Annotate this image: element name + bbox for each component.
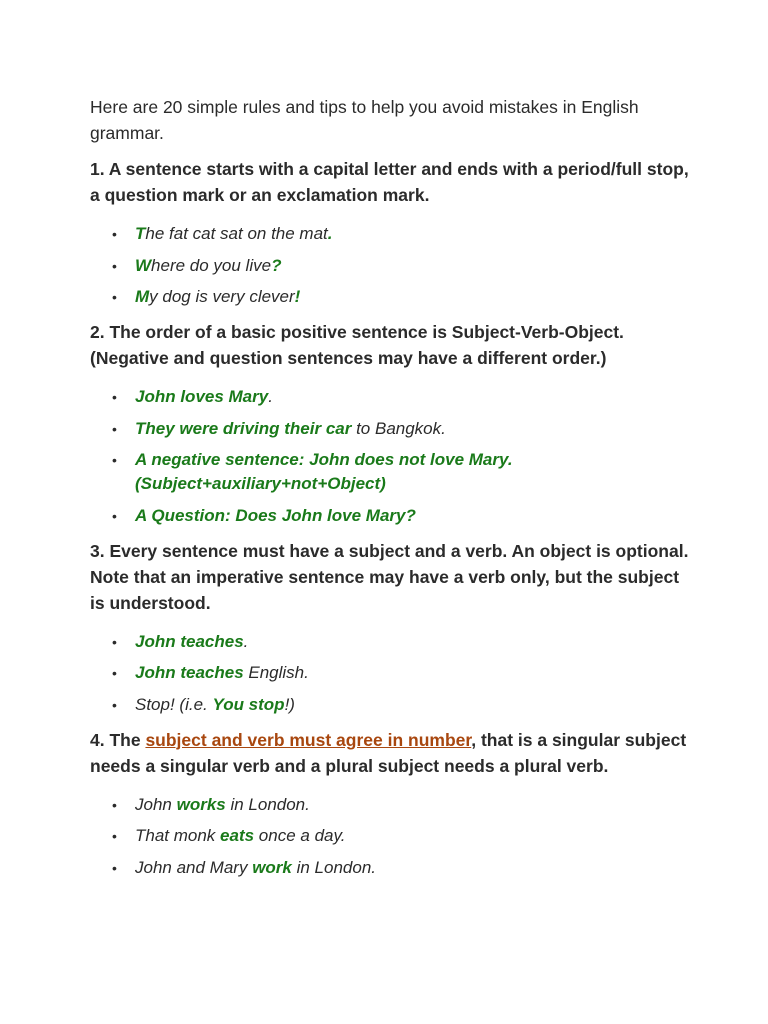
example-highlight: A negative sentence: John does not love Mary. [135, 450, 513, 469]
example-text: y dog is very clever [149, 287, 295, 306]
rule-2-examples [90, 385, 690, 528]
example-text: !) [284, 694, 295, 714]
example-highlight: (Subject+auxiliary+not+Object) [135, 474, 386, 493]
example-text: . [243, 631, 249, 651]
example-text: once a day. [254, 826, 346, 845]
end-punctuation: ? [271, 255, 282, 275]
rule-4-heading [90, 727, 690, 779]
example-text: . [268, 387, 273, 406]
example-highlight: John loves Mary [135, 387, 269, 406]
rule-4-prefix: 4. The [90, 729, 146, 750]
example-text: in London. [225, 794, 310, 814]
example-text: John and Mary [135, 857, 253, 877]
list-item [90, 693, 690, 717]
list-item [90, 793, 690, 817]
list-item [90, 448, 690, 496]
list-item [90, 385, 690, 409]
rule-1-heading: 1. A sentence starts with a capital letter and ends with a period/full stop, a question mark or an exclamation mark. [90, 159, 689, 205]
rule-3-heading: 3. Every sentence must have a subject and a verb. An object is optional. Note that an imperative sentence may have a verb only, but the subject is understood. [90, 540, 689, 613]
example-highlight: John teaches [135, 663, 244, 682]
example-text: Stop! (i.e. [135, 694, 213, 714]
agreement-link[interactable]: subject and verb must agree in number [145, 729, 472, 750]
example-text: John [135, 794, 177, 814]
end-punctuation: ! [294, 287, 301, 306]
example-text: English. [243, 663, 309, 682]
intro-paragraph: Here are 20 simple rules and tips to help you avoid mistakes in English grammar. [90, 97, 639, 143]
end-punctuation: . [327, 224, 333, 243]
example-text: he fat cat sat on the mat [145, 224, 328, 243]
list-item [90, 661, 690, 685]
list-item [90, 630, 690, 654]
rule-4-examples [90, 793, 690, 880]
example-highlight: work [252, 857, 292, 877]
list-item [90, 285, 690, 309]
example-text: That monk [135, 826, 221, 845]
list-item [90, 222, 690, 246]
rule-2-heading: 2. The order of a basic positive sentence is Subject-Verb-Object. (Negative and question sentences may have a different order.) [90, 322, 624, 368]
capital-letter: T [135, 224, 146, 243]
example-text: to Bangkok. [351, 418, 446, 438]
example-highlight: They were driving their car [135, 418, 352, 438]
example-highlight: John teaches [135, 631, 244, 651]
rule-1-examples [90, 222, 690, 309]
example-highlight: A Question: Does John love Mary? [135, 505, 416, 525]
rule-4-suffix: , that is a singular subject needs a singular verb and a plural subject needs a plural verb. [90, 729, 687, 776]
example-text: here do you live [151, 255, 272, 275]
list-item [90, 417, 690, 441]
list-item [90, 504, 690, 528]
example-highlight: You stop [212, 694, 285, 714]
list-item [90, 254, 690, 278]
rule-3-examples [90, 630, 690, 717]
example-text: in London. [291, 857, 377, 877]
capital-letter: M [135, 287, 150, 306]
example-highlight: works [176, 794, 226, 814]
list-item [90, 856, 690, 880]
list-item [90, 824, 690, 848]
document-page [90, 94, 690, 890]
example-highlight: eats [220, 826, 255, 845]
capital-letter: W [135, 255, 152, 275]
